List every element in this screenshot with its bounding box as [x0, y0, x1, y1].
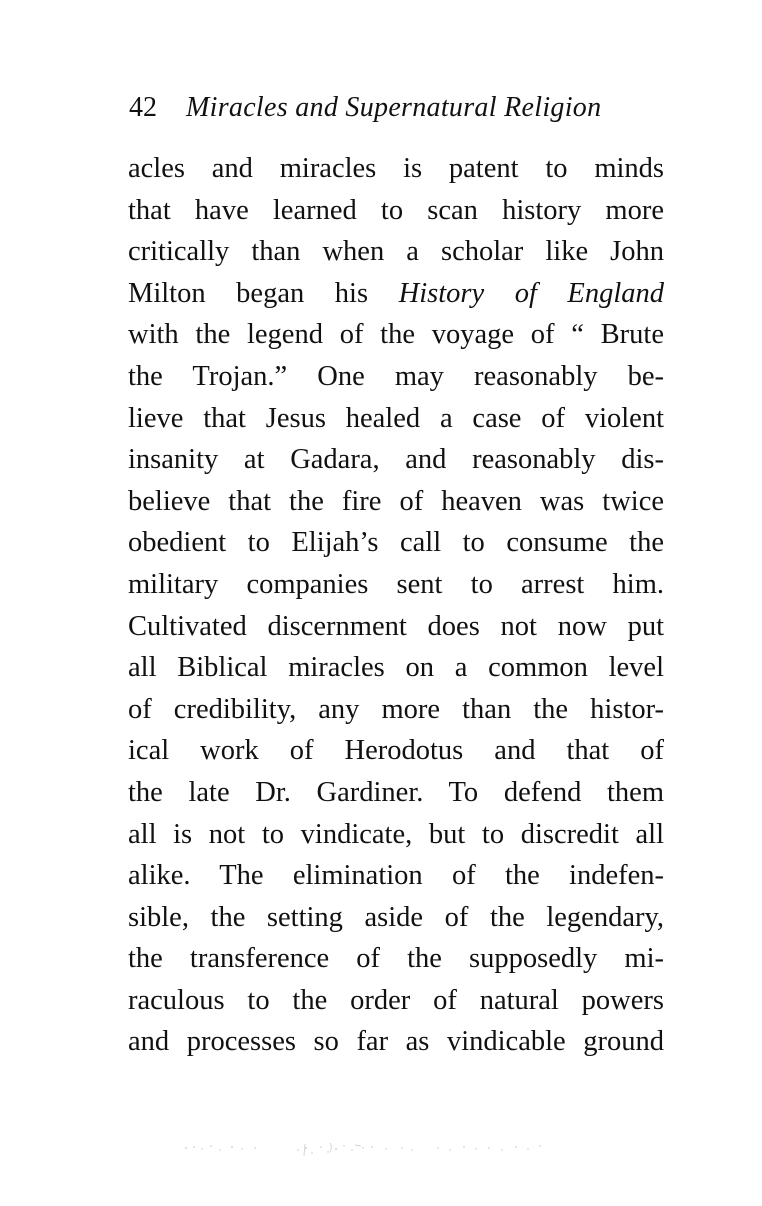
text-line: Cultivated discernment does not now put	[128, 610, 664, 642]
body-text	[128, 148, 664, 1063]
page-header	[129, 88, 669, 128]
text-line: and processes so far as vindicable ground	[128, 1026, 664, 1058]
text-line: obedient to Elijah’s call to consume the	[128, 527, 664, 559]
text-line: raculous to the order of natural powers	[128, 984, 664, 1016]
text-line: all Biblical miracles on a common level	[128, 652, 664, 684]
text-line: of credibility, any more than the histor-	[128, 693, 664, 725]
text-line: believe that the fire of heaven was twice	[128, 485, 664, 517]
text-line: the late Dr. Gardiner. To defend them	[128, 776, 664, 808]
text-line: that have learned to scan history more	[128, 194, 664, 226]
book-title-italic: History of England	[398, 277, 665, 309]
bleed-through-smudge	[180, 1138, 550, 1162]
page-number: 42	[129, 92, 157, 123]
running-title: Miracles and Supernatural Religion	[186, 92, 602, 123]
text-line: alike. The elimination of the indefen-	[128, 860, 664, 892]
text-line: with the legend of the voyage of “ Brute	[128, 319, 664, 351]
text-line: Milton began his History of England	[128, 277, 665, 309]
text-line: military companies sent to arrest him.	[128, 568, 664, 600]
text-line: sible, the setting aside of the legendary,	[128, 901, 664, 933]
text-line: lieve that Jesus healed a case of violent	[128, 402, 664, 434]
text-line: ical work of Herodotus and that of	[128, 735, 664, 767]
text-line: insanity at Gadara, and reasonably dis-	[128, 444, 664, 476]
text-line: critically than when a scholar like John	[128, 236, 664, 268]
text-line: acles and miracles is patent to minds	[128, 153, 664, 184]
text-line: all is not to vindicate, but to discredit all	[128, 818, 664, 850]
text-line: the Trojan.” One may reasonably be-	[128, 360, 664, 392]
text-line: the transference of the supposedly mi-	[128, 943, 664, 975]
